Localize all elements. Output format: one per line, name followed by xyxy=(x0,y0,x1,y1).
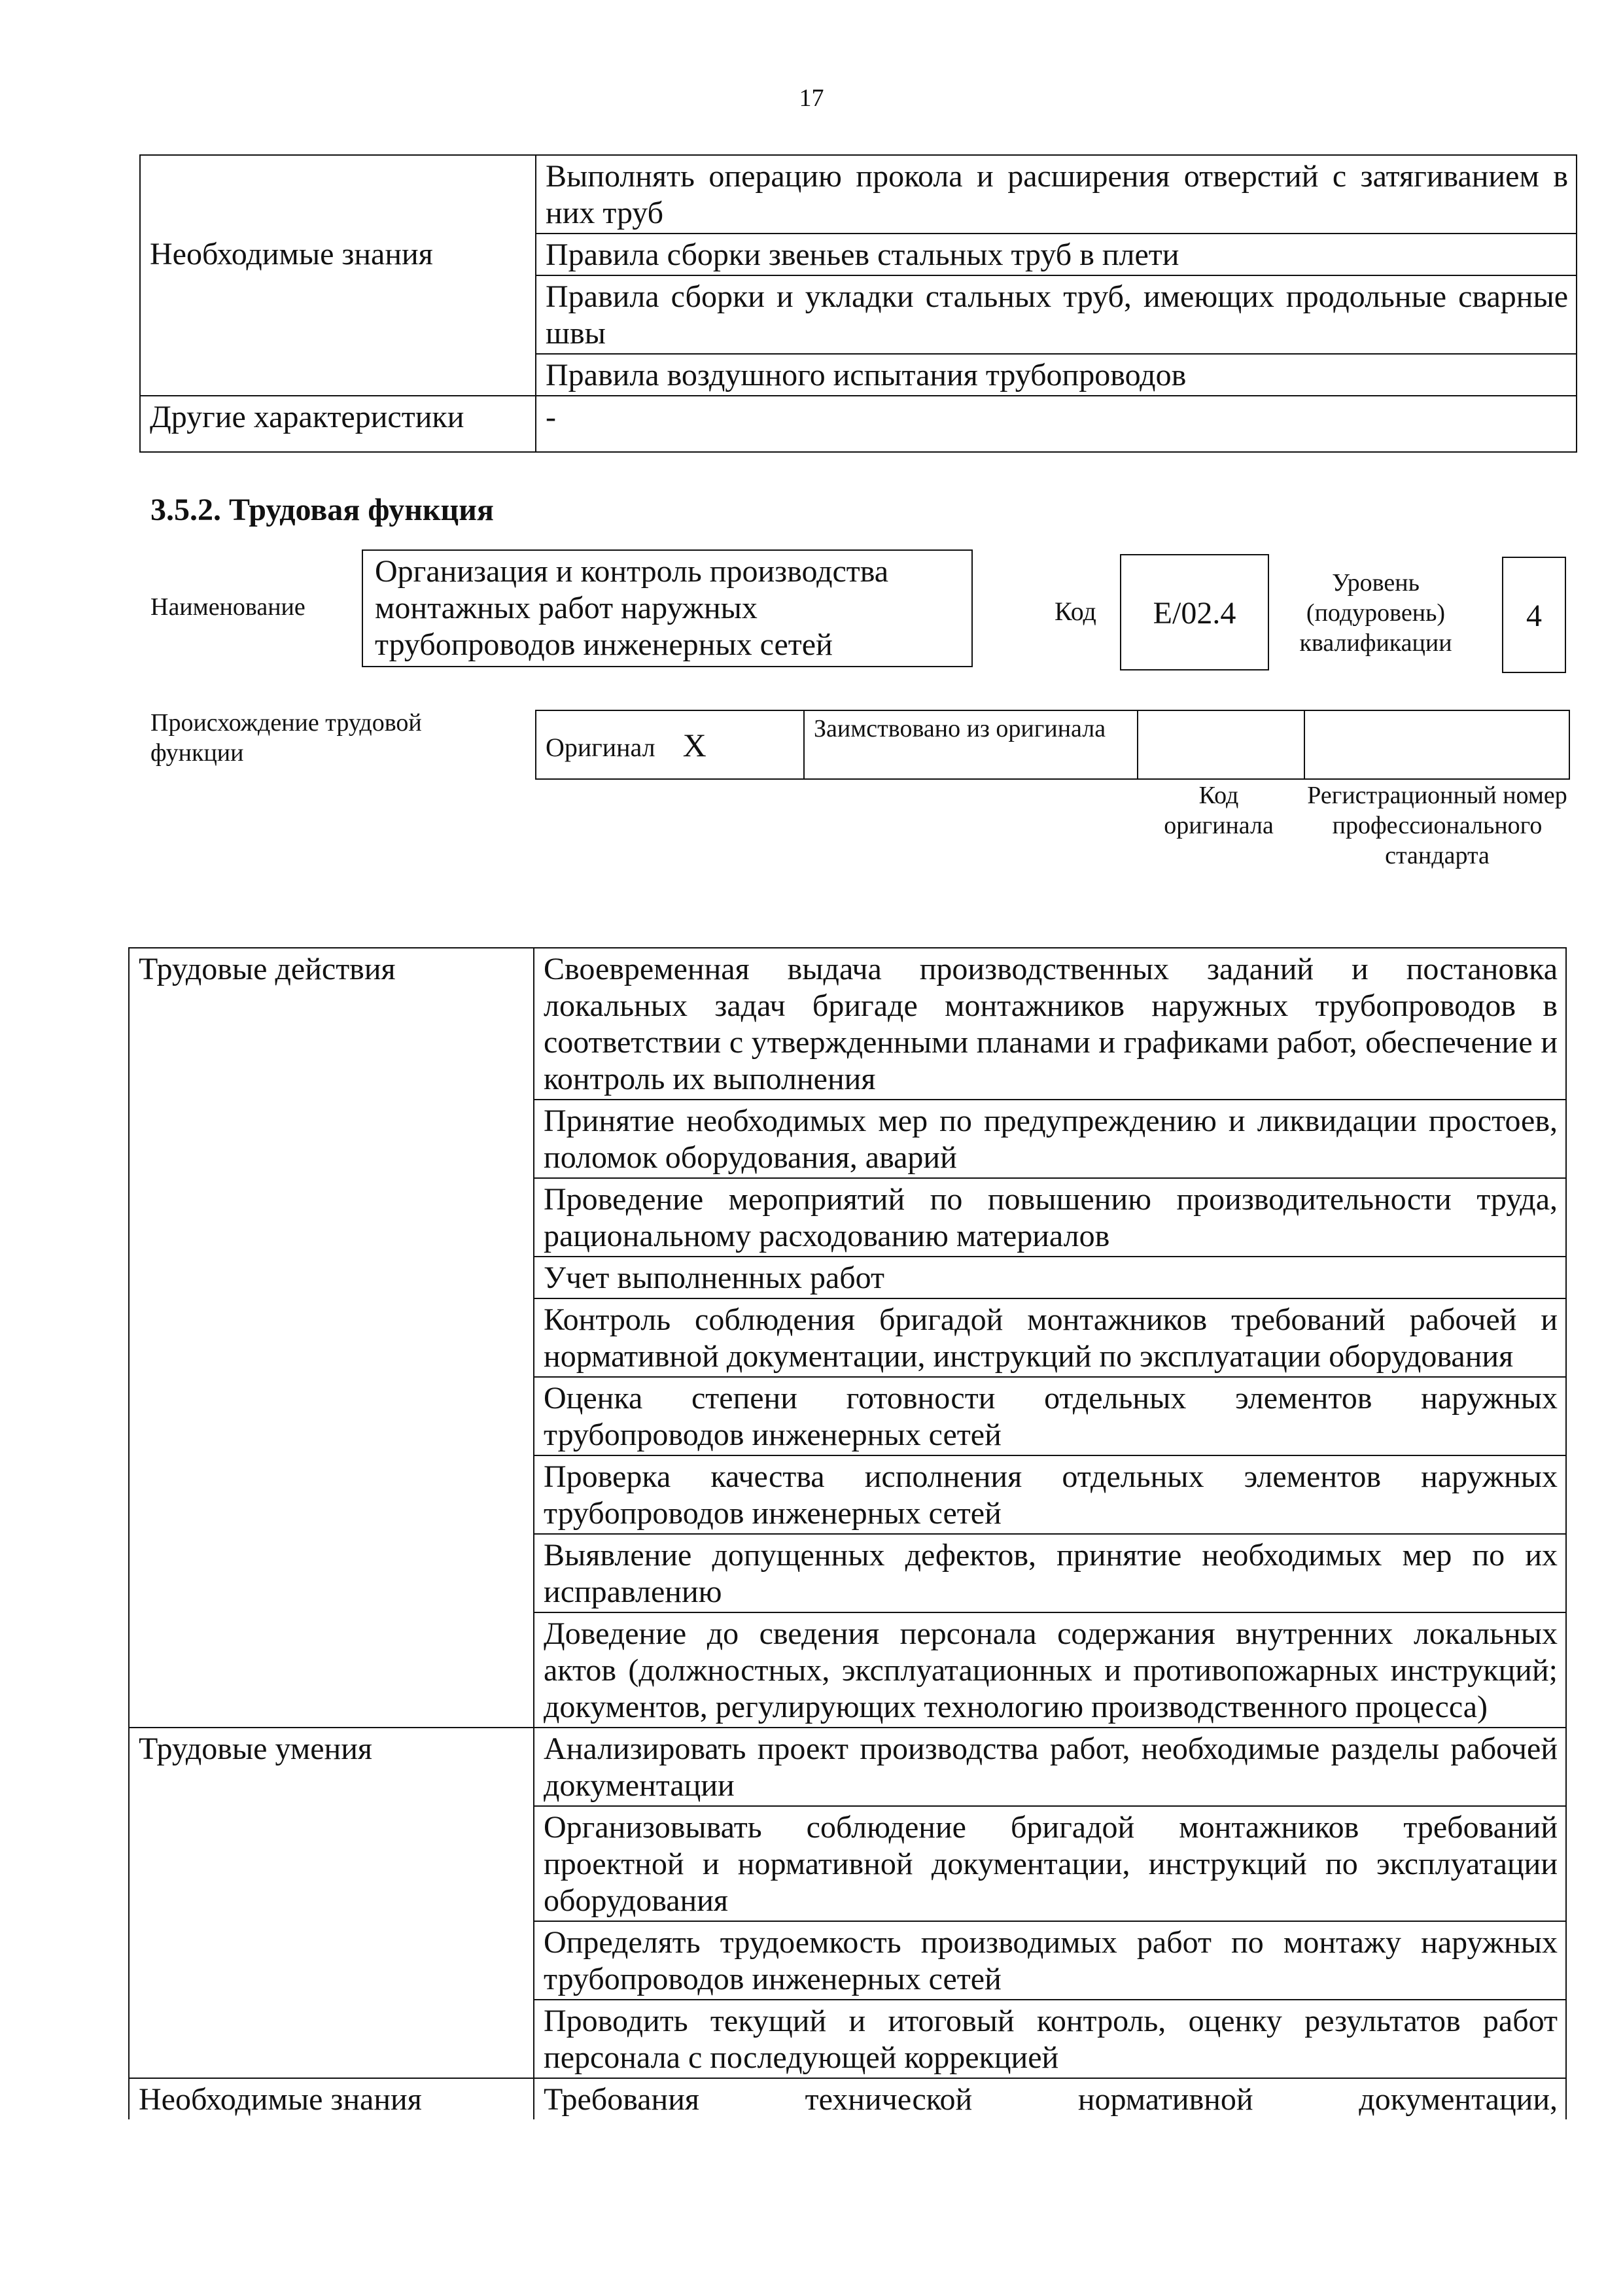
group-label: Необходимые знания xyxy=(129,2078,534,2119)
level-value: 4 xyxy=(1526,599,1542,633)
code-value: E/02.4 xyxy=(1153,596,1236,631)
level-label: Уровень (подуровень) квалификации xyxy=(1299,569,1452,657)
origin-label: Происхождение трудовой функции xyxy=(150,709,422,767)
item-text: Проверка качества исполнения отдельных элементов наружных трубопроводов инженерных сетей xyxy=(534,1455,1566,1534)
item-text: Контроль соблюдения бригадой монтажников требований рабочей и нормативной документации, инструкций по эксплуатации оборудования xyxy=(534,1298,1566,1377)
table-row xyxy=(129,948,1566,1100)
main-table xyxy=(128,947,1567,2119)
original-mark: X xyxy=(682,726,707,763)
reg-number-cell xyxy=(1304,710,1569,779)
item-text: Определять трудоемкость производимых работ по монтажу наружных трубопроводов инженерных сетей xyxy=(534,1921,1566,2000)
item-text: Принятие необходимых мер по предупреждению и ликвидации простоев, поломок оборудования, аварий xyxy=(534,1100,1566,1178)
name-value: Организация и контроль производства монтажных работ наружных трубопроводов инженерных сетей xyxy=(375,554,889,662)
group-label: Трудовые действия xyxy=(129,948,534,1728)
row-text: Выполнять операцию прокола и расширения отверстий с затягиванием в них труб xyxy=(536,155,1577,234)
item-text: Оценка степени готовности отдельных элементов наружных трубопроводов инженерных сетей xyxy=(534,1377,1566,1455)
section-title: 3.5.2. Трудовая функция xyxy=(150,493,494,527)
row-label: Необходимые знания xyxy=(140,234,536,396)
item-text: Проводить текущий и итоговый контроль, оценку результатов работ персонала с последующей коррекцией xyxy=(534,2000,1566,2078)
code-box xyxy=(1120,554,1269,670)
name-box xyxy=(362,549,973,667)
page-number: 17 xyxy=(799,84,824,112)
item-text: Своевременная выдача производственных заданий и постановка локальных задач бригаде монтажников наружных трубопроводов в соответствии с утвержденными планами и графиками работ, обеспечение и контроль их выполнения xyxy=(534,948,1566,1100)
row-text: Правила воздушного испытания трубопроводов xyxy=(536,354,1577,396)
table-row xyxy=(129,2078,1566,2119)
original-cell xyxy=(536,710,804,779)
borrowed-label: Заимствовано из оригинала xyxy=(814,715,1106,742)
code-label: Код xyxy=(1055,597,1096,626)
table-row xyxy=(536,710,1569,779)
origin-table xyxy=(535,710,1570,780)
item-text: Учет выполненных работ xyxy=(534,1257,1566,1298)
row-text: Правила сборки звеньев стальных труб в плети xyxy=(536,234,1577,275)
item-text: Требования технической нормативной документации, xyxy=(534,2078,1566,2119)
reg-caption: Регистрационный номер профессионального стандарта xyxy=(1307,782,1567,869)
name-label: Наименование xyxy=(150,593,305,621)
item-text: Выявление допущенных дефектов, принятие необходимых мер по их исправлению xyxy=(534,1534,1566,1612)
table-row xyxy=(129,1728,1566,1806)
table-row xyxy=(140,234,1577,275)
code-caption: Код оригинала xyxy=(1164,782,1274,839)
row-label xyxy=(140,155,536,234)
row-text: - xyxy=(536,396,1577,452)
item-text: Проведение мероприятий по повышению производительности труда, рациональному расходованию материалов xyxy=(534,1178,1566,1257)
item-text: Анализировать проект производства работ, необходимые разделы рабочей документации xyxy=(534,1728,1566,1806)
borrowed-cell xyxy=(804,710,1138,779)
group-label: Трудовые умения xyxy=(129,1728,534,2078)
row-label: Другие характеристики xyxy=(140,396,536,452)
table-row xyxy=(140,155,1577,234)
original-label: Оригинал xyxy=(546,732,655,762)
item-text: Доведение до сведения персонала содержания внутренних локальных актов (должностных, эксплуатационных и противопожарных инструкций; документов, регулирующих технологию производственного процесса) xyxy=(534,1612,1566,1728)
row-text: Правила сборки и укладки стальных труб, имеющих продольные сварные швы xyxy=(536,275,1577,354)
top-table xyxy=(139,154,1577,453)
level-box xyxy=(1502,557,1566,673)
item-text: Организовывать соблюдение бригадой монтажников требований проектной и нормативной документации, инструкций по эксплуатации оборудования xyxy=(534,1806,1566,1921)
table-row xyxy=(140,396,1577,452)
code-original-cell xyxy=(1138,710,1304,779)
